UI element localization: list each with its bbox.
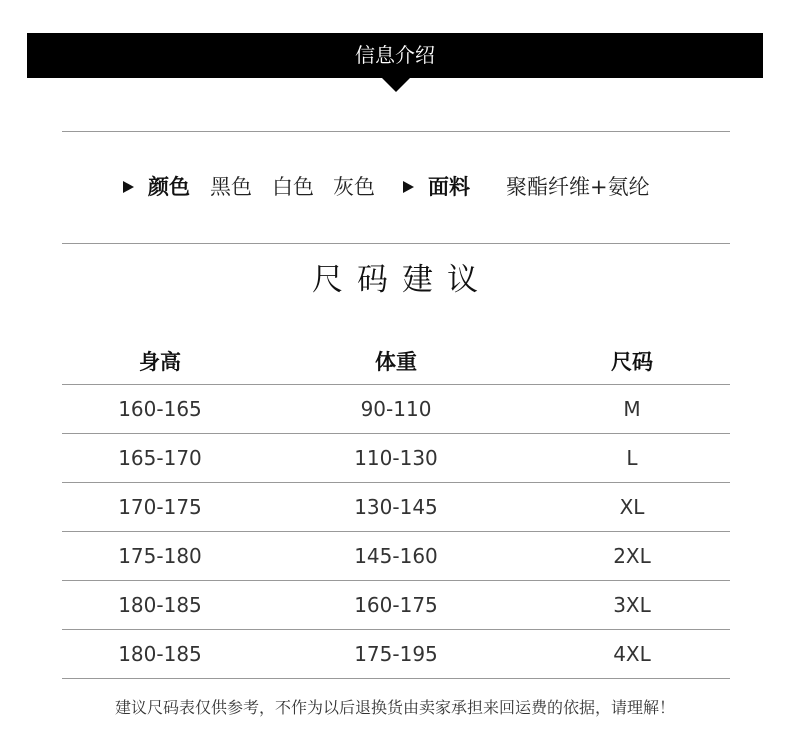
- header-weight: 体重: [258, 337, 534, 385]
- table-row: [62, 581, 730, 630]
- banner-title: 信息介绍: [355, 43, 435, 67]
- triangle-bullet-icon: [403, 181, 414, 193]
- cell-weight: 130-145: [258, 483, 534, 532]
- section-header-banner: [27, 33, 763, 78]
- cell-height: 175-180: [62, 532, 258, 581]
- cell-size: L: [534, 434, 730, 483]
- cell-height: 180-185: [62, 630, 258, 679]
- color-value-white: 白色: [272, 175, 314, 199]
- color-value-black: 黑色: [210, 175, 252, 199]
- fabric-value: 聚酯纤维+氨纶: [506, 175, 650, 199]
- disclaimer-note: 建议尺码表仅供参考，不作为以后退换货由卖家承担来回运费的依据，请理解！: [114, 698, 675, 717]
- color-value-gray: 灰色: [333, 175, 375, 199]
- cell-size: M: [534, 385, 730, 434]
- cell-weight: 175-195: [258, 630, 534, 679]
- size-recommendation-title: 尺码建议: [312, 262, 492, 298]
- cell-weight: 90-110: [258, 385, 534, 434]
- cell-height: 170-175: [62, 483, 258, 532]
- cell-size: 3XL: [534, 581, 730, 630]
- color-label: 颜色: [148, 175, 190, 199]
- cell-weight: 145-160: [258, 532, 534, 581]
- header-height: 身高: [62, 337, 258, 385]
- banner-pointer: [382, 78, 410, 92]
- table-row: [62, 385, 730, 434]
- cell-height: 165-170: [62, 434, 258, 483]
- fabric-label: 面料: [428, 175, 470, 199]
- cell-height: 160-165: [62, 385, 258, 434]
- cell-weight: 110-130: [258, 434, 534, 483]
- triangle-bullet-icon: [123, 181, 134, 193]
- table-row: [62, 532, 730, 581]
- table-row: [62, 483, 730, 532]
- cell-size: 4XL: [534, 630, 730, 679]
- header-size: 尺码: [534, 337, 730, 385]
- table-header-row: [62, 337, 730, 385]
- cell-weight: 160-175: [258, 581, 534, 630]
- divider: [62, 131, 730, 132]
- cell-height: 180-185: [62, 581, 258, 630]
- size-chart-table: [62, 337, 730, 679]
- table-row: [62, 630, 730, 679]
- product-info-row: [0, 170, 790, 204]
- cell-size: 2XL: [534, 532, 730, 581]
- cell-size: XL: [534, 483, 730, 532]
- table-row: [62, 434, 730, 483]
- divider: [62, 243, 730, 244]
